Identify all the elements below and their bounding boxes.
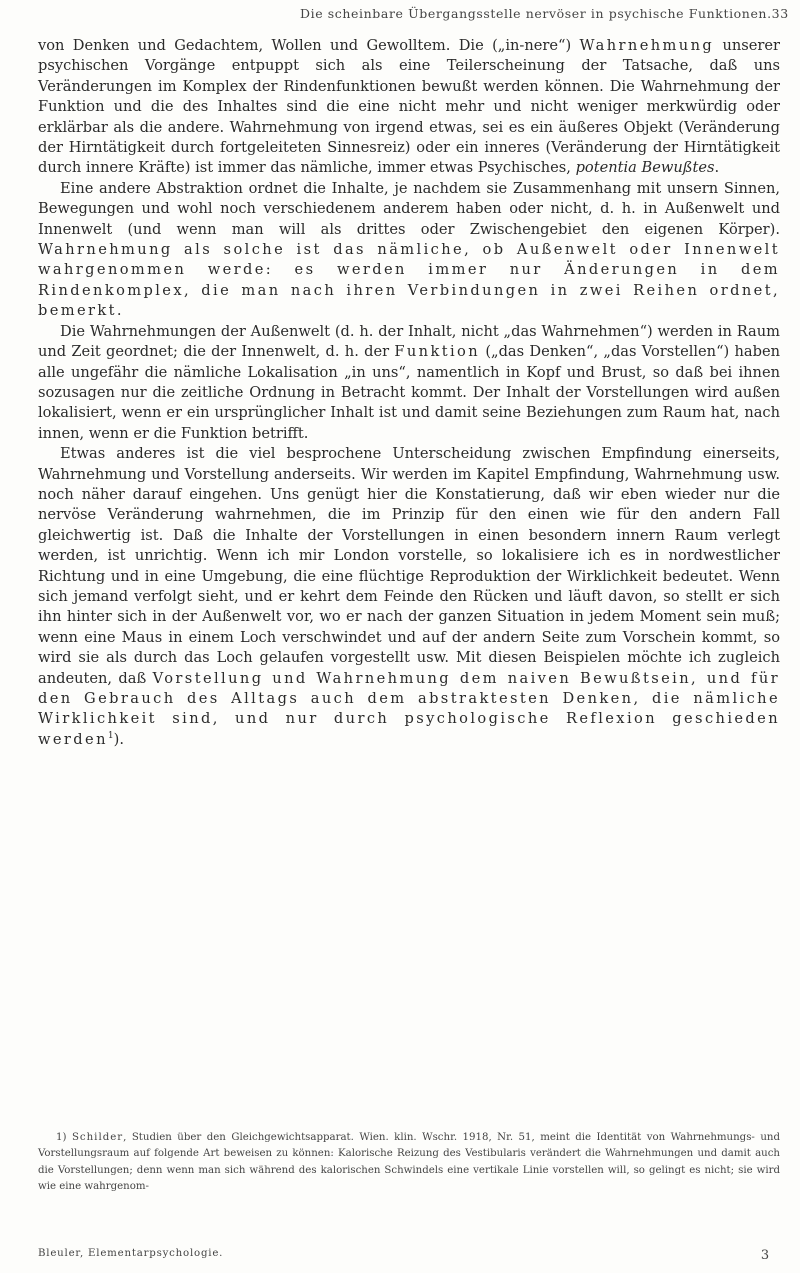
running-head-title: Die scheinbare Übergangsstelle nervöser in psychische Funktionen. bbox=[300, 6, 772, 21]
page-number: 33 bbox=[771, 6, 789, 21]
text-run: Funktion bbox=[394, 343, 481, 361]
footnotes bbox=[38, 1130, 780, 1196]
paragraph bbox=[38, 322, 780, 444]
paragraph bbox=[38, 36, 780, 179]
text-run: Wahrnehmung bbox=[579, 37, 715, 54]
text-run: Wahrnehmung als solche ist das nämliche, ob Außenwelt oder Innenwelt wahrgenommen werde: es werden immer nur Änderungen in dem Rindenkomplex, die man nach ihren Verbindungen in zwei Reihen ordnet, bemerkt. bbox=[38, 241, 780, 320]
footnote-marker: 1) bbox=[56, 1132, 67, 1143]
paragraph bbox=[38, 444, 780, 750]
text-run: Die Wahrnehmungen der Außenwelt (d. h. der Inhalt, nicht „das Wahrnehmen“) werden in Raum und Zeit geordnet; die der Innenwelt, d. h. der bbox=[38, 322, 780, 361]
text-run: Etwas anderes ist die viel besprochene Unterscheidung zwischen Empfindung einerseits, Wahrnehmung und Vorstellung anderseits. Wir werden im Kapitel Empfindung, Wahrnehmung usw. noch näher darauf eingehen. Uns genügt hier die Konstatierung, daß wir eben wieder nur die nervöse Veränderung wahrnehmen, die im Prinzip für den einen wie für den andern Fall gleichwertig ist. Daß die Inhalte der Vorstellungen in einen besondern innern Raum verlegt werden, ist unrichtig. Wenn ich mir London vorstelle, so lokalisiere ich es in nordwestlicher Richtung und in eine Umgebung, die eine flüchtige Reproduktion der Wirklichkeit bedeutet. Wenn sich jemand verfolgt sieht, und er kehrt dem Feinde den Rücken und läuft davon, so stellt er sich ihn hinter sich in der Außenwelt vor, wo er nach der ganzen Situation in jedem Moment sein muß; wenn eine Maus in einem Loch verschwindet und auf der andern Seite zum Vorschein kommt, so wird sie als durch das Loch gelaufen vorgestellt usw. Mit diesen Beispielen möchte ich zugleich andeuten, daß bbox=[38, 445, 780, 687]
text-run: Eine andere Abstraktion ordnet die Inhalte, je nachdem sie Zusammenhang mit unsern Sinnen, Bewegungen und wohl noch verschiedenem anderem haben oder nicht, d. h. in Außenwelt und Innenwelt (und wenn man will als drittes oder Zwischengebiet den eigenen Körper). bbox=[38, 179, 780, 238]
running-head bbox=[300, 6, 788, 21]
text-run: unserer psychischen Vorgänge entpuppt sich als eine Teilerscheinung der Tatsache, daß uns Veränderungen im Komplex der Rindenfunktionen bewußt werden können. Die Wahrnehmung der Funktion und die des Inhaltes sind die eine nicht mehr und nicht weniger merkwürdig oder erklärbar als die andere. Wahrnehmung von irgend etwas, sei es ein äußeres Objekt (Veränderung der Hirntätigkeit durch fortgeleiteten Sinnesreiz) oder ein inneres (Veränderung der Hirntätigkeit durch innere Kräfte) ist immer das nämliche, immer etwas Psychisches, bbox=[38, 37, 780, 177]
text-run: Vorstellung und Wahrnehmung dem naiven Bewußtsein, und für den Gebrauch des Alltags auch dem abstraktesten Denken, die nämliche Wirklichkeit sind, und nur durch psychologische Reflexion geschieden werden bbox=[38, 669, 780, 748]
text-run: ). bbox=[113, 730, 124, 748]
body-text bbox=[38, 36, 780, 750]
footnote-author: Schilder bbox=[71, 1132, 124, 1143]
footnote-text: , Studien über den Gleichgewichtsapparat. Wien. klin. Wschr. 1918, Nr. 51, meint die Identität von Wahrnehmungs- und Vorstellungsraum auf folgende Art beweisen zu können: Kalorische Reizung des Vestibularis verändert die Wahrnehmungen und damit auch die Vorstellungen; denn wenn man sich während des kalorischen Schwindels eine vertikale Linie vorstellen will, so gelingt es nicht; sie wird wie eine wahrgenom- bbox=[38, 1132, 780, 1193]
footnote bbox=[38, 1130, 780, 1196]
footnote-reference: 1 bbox=[107, 730, 114, 741]
text-run: („das Denken“, „das Vorstellen“) haben alle ungefähr die nämliche Lokalisation „in uns“, namentlich in Kopf und Brust, so daß bei ihnen sozusagen nur die zeitliche Ordnung in Betracht kommt. Der Inhalt der Vorstellungen wird außen lokalisiert, wenn er ein ursprünglicher Inhalt ist und damit seine Beziehungen zum Raum hat, nach innen, wenn er die Funktion betrifft. bbox=[38, 343, 780, 442]
text-run: potentia Bewußtes bbox=[575, 159, 715, 177]
signature-line bbox=[38, 1248, 780, 1263]
text-run: von Denken und Gedachtem, Wollen und Gewolltem. Die („in-nere“) bbox=[38, 37, 580, 54]
signature-text: Bleuler, Elementarpsychologie. bbox=[38, 1248, 224, 1259]
paragraph bbox=[38, 179, 780, 322]
text-run: . bbox=[714, 159, 720, 177]
signature-number: 3 bbox=[760, 1248, 770, 1263]
